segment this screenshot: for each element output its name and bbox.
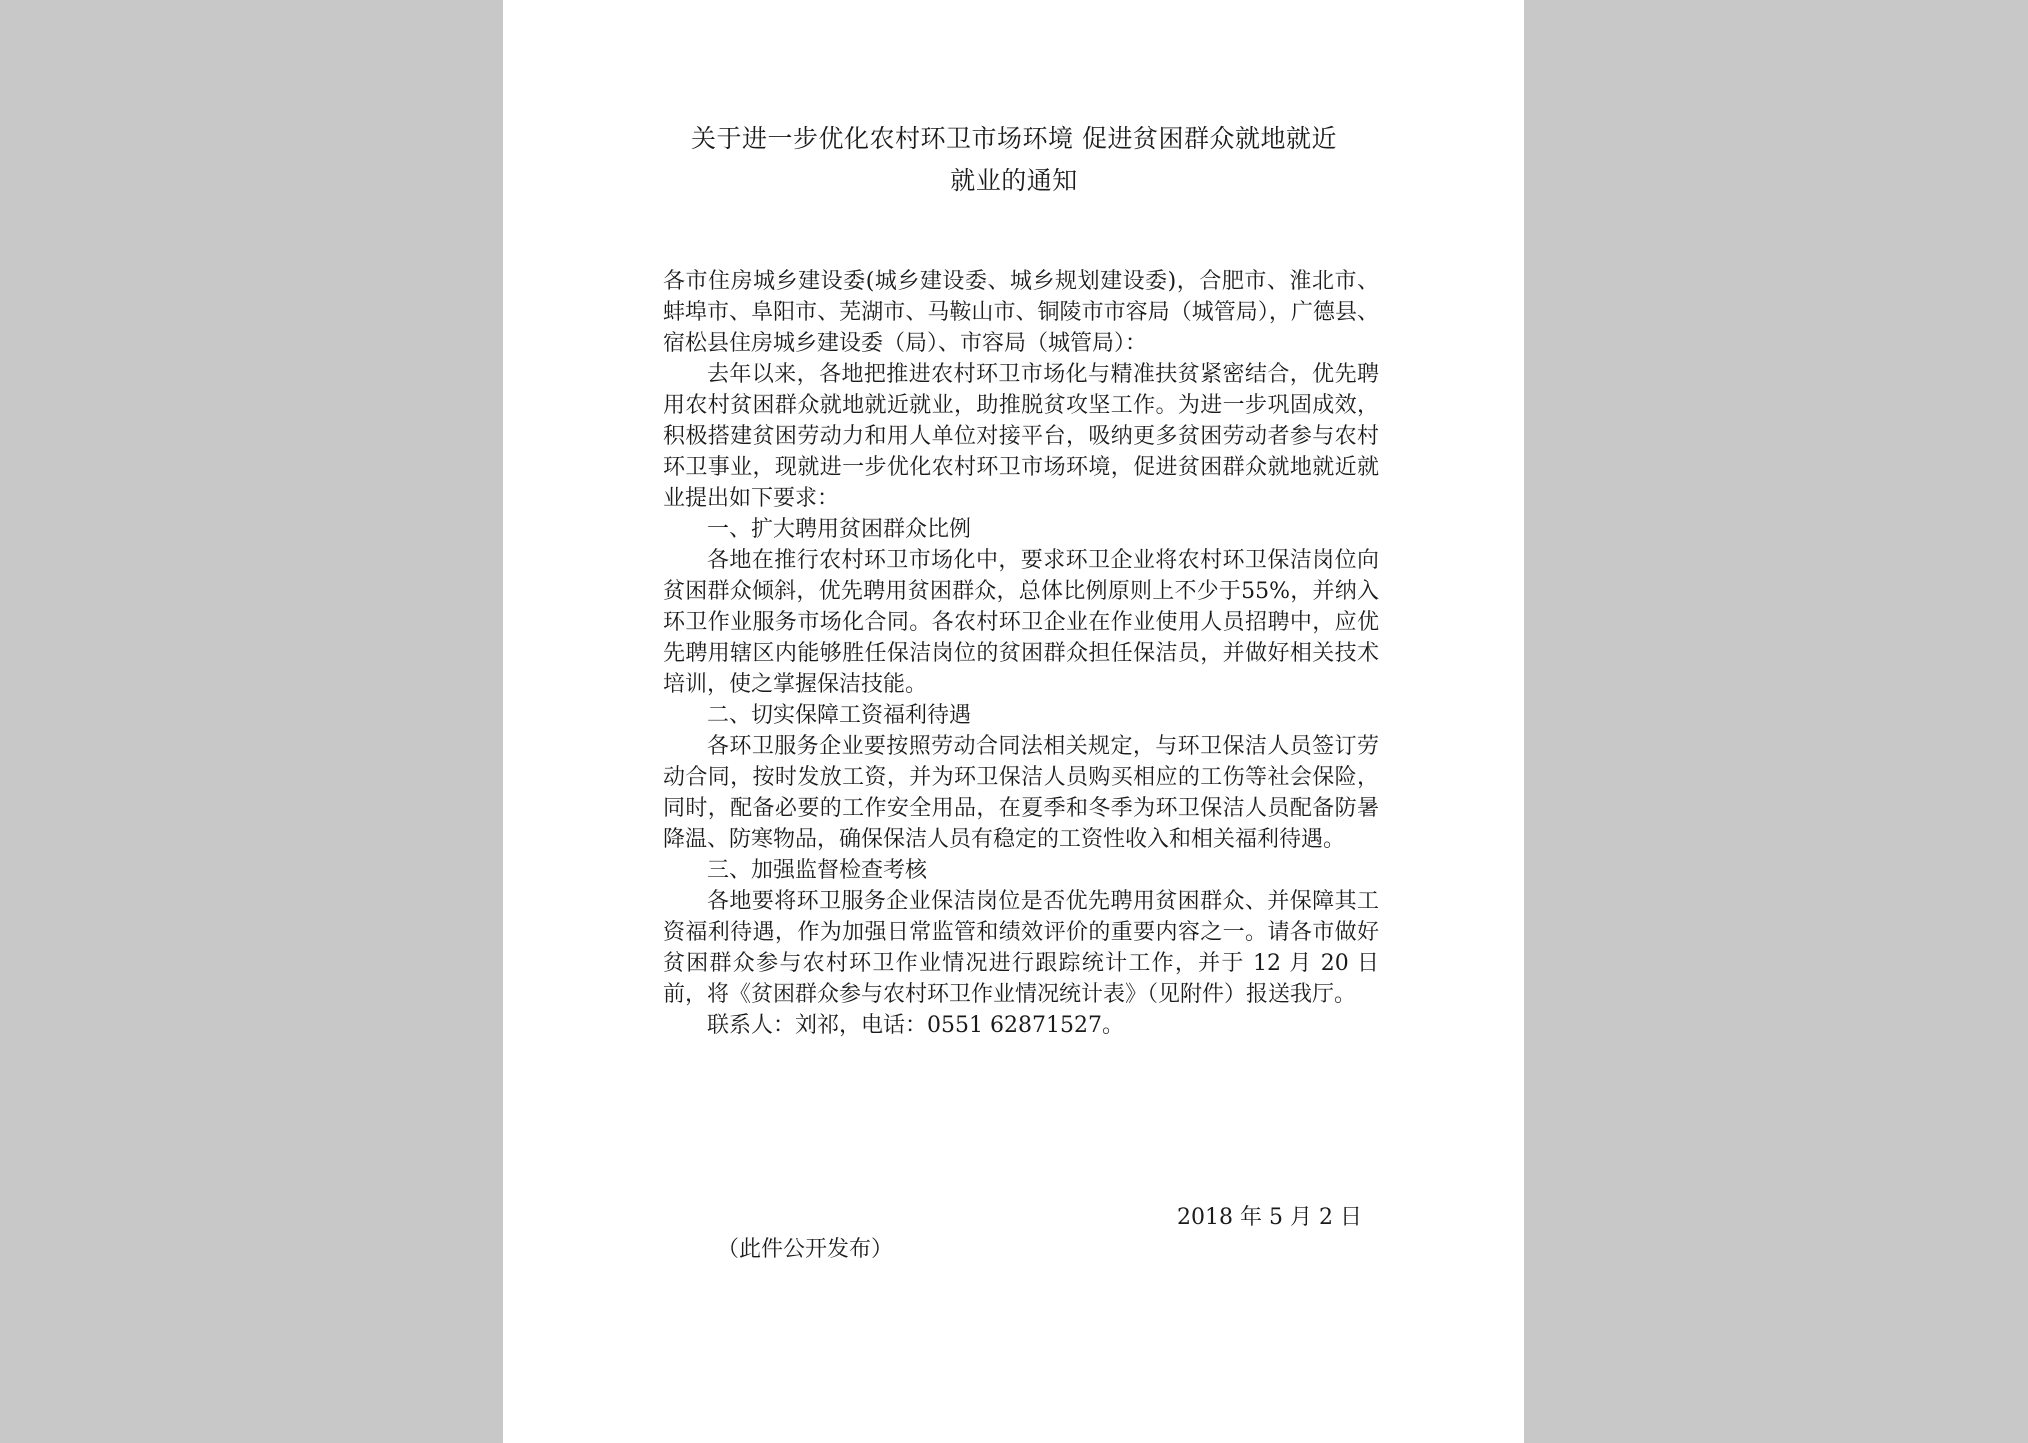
section-3-heading: 三、加强监督检查考核 [707,858,928,883]
intro-paragraph: 去年以来，各地把推进农村环卫市场化与精准扶贫紧密结合，优先聘用农村贫困群众就地就近就业，助推脱贫攻坚工作。为进一步巩固成效，积极搭建贫困劳动力和用人单位对接平台，吸纳更多贫困劳动者参与农村环卫事业，现就进一步优化农村环卫市场环境，促进贫困群众就地就近就业提出如下要求： [663,362,1379,511]
section-3-body: 各地要将环卫服务企业保洁岗位是否优先聘用贫困群众、并保障其工资福利待遇，作为加强日常监管和绩效评价的重要内容之一。请各市做好贫困群众参与农村环卫作业情况进行跟踪统计工作，并于 12 月 20 日前，将《贫困群众参与农村环卫作业情况统计表》（见附件）报送我厅。 [663,889,1379,1007]
section-2-heading: 二、切实保障工资福利待遇 [707,703,972,728]
title-line-1: 关于进一步优化农村环卫市场环境 促进贫困群众就地就近 [691,124,1337,153]
title-line-2: 就业的通知 [950,166,1078,195]
document-page [503,0,1524,1443]
section-1-body: 各地在推行农村环卫市场化中，要求环卫企业将农村环卫保洁岗位向贫困群众倾斜，优先聘用贫困群众，总体比例原则上不少于55%，并纳入环卫作业服务市场化合同。各农村环卫企业在作业使用人员招聘中，应优先聘用辖区内能够胜任保洁岗位的贫困群众担任保洁员，并做好相关技术培训，使之掌握保洁技能。 [663,548,1379,697]
section-2-body: 各环卫服务企业要按照劳动合同法相关规定，与环卫保洁人员签订劳动合同，按时发放工资，并为环卫保洁人员购买相应的工伤等社会保险，同时，配备必要的工作安全用品，在夏季和冬季为环卫保洁人员配备防暑降温、防寒物品，确保保洁人员有稳定的工资性收入和相关福利待遇。 [663,734,1379,852]
document-title [643,118,1385,202]
section-1-heading: 一、扩大聘用贫困群众比例 [707,517,972,542]
addressee: 各市住房城乡建设委(城乡建设委、城乡规划建设委)，合肥市、淮北市、蚌埠市、阜阳市、芜湖市、马鞍山市、铜陵市市容局（城管局），广德县、宿松县住房城乡建设委（局）、市容局（城管局）： [663,269,1379,356]
document-date: 2018 年 5 月 2 日 [1177,1205,1362,1230]
public-release-note: （此件公开发布） [717,1237,894,1262]
document-body [663,266,1379,1041]
contact-line: 联系人：刘祁，电话：0551 62871527。 [707,1013,1124,1038]
